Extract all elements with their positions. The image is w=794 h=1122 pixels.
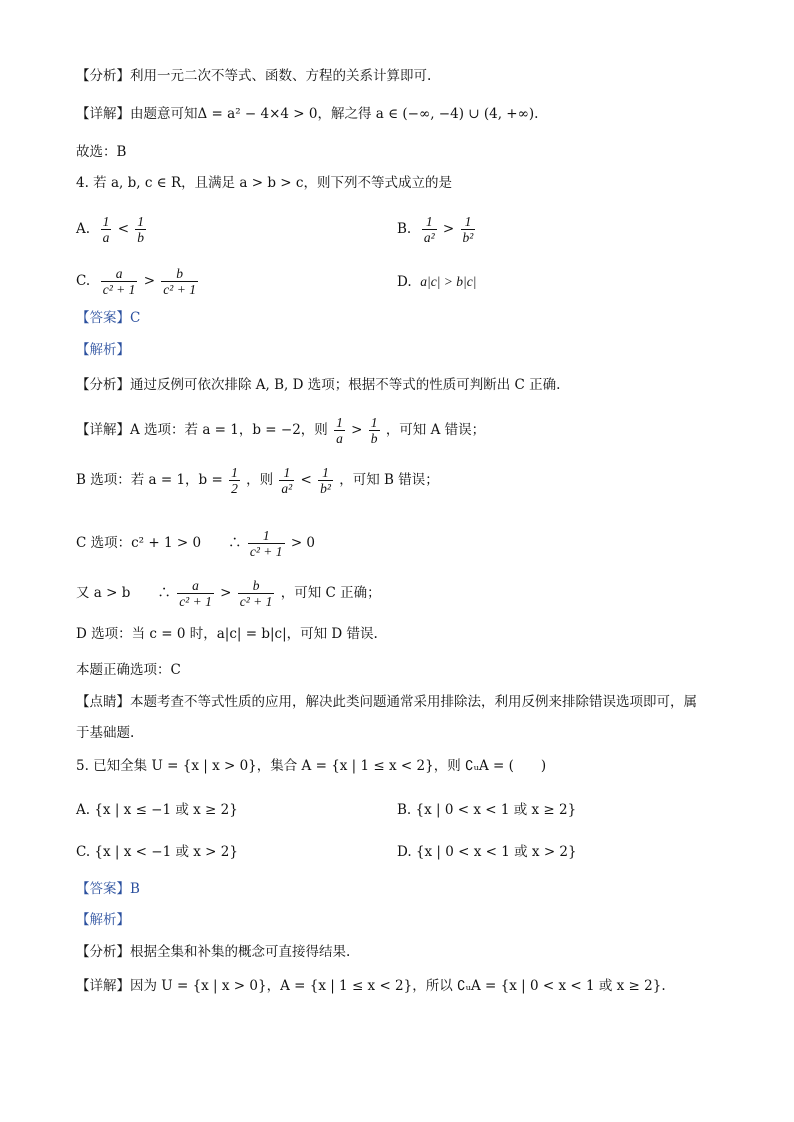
answer-tag-q5: 【答案】B [76, 881, 140, 897]
q5-option-d: D. {x | 0 < x < 1 或 x > 2} [397, 844, 577, 860]
q5-option-b: B. {x | 0 < x < 1 或 x ≥ 2} [397, 802, 577, 818]
fraction: $\frac{1}{\text{b²}}$ [462, 214, 474, 245]
q4-option-b: B. $\frac{1}{\text{a²}}$ > $\frac{1}{\text{b²}}$ [397, 214, 474, 245]
analysis-tag-q5: 【解析】 [76, 912, 130, 928]
fraction: $\frac{1}{b}$ [370, 415, 378, 446]
q4-option-d: D. a|c| > b|c| [397, 274, 477, 290]
q4-option-a: A. $\frac{1}{a}$ < $\frac{1}{b}$ [76, 214, 145, 245]
detail-line-c2: 又 a > b ∴ $\frac{a}{\text{c² + 1}}$ > $\frac{b}{\text{c² + 1}}$ ，可知 C 正确； [76, 578, 381, 609]
analysis-line-q4: 【分析】通过反例可依次排除 A, B, D 选项；根据不等式的性质可判断出 C 正确. [76, 377, 561, 393]
detail-line-a: 【详解】A 选项：若 a = 1，b = −2，则 $\frac{1}{a}$ > $\frac{1}{b}$ ，可知 A 错误； [76, 415, 486, 446]
fraction: $\frac{b}{\text{c² + 1}}$ [239, 578, 273, 609]
detail-line-q3: 【详解】由题意可知Δ = a² − 4×4 > 0，解之得 a ∈ (−∞, −4) ∪ (4, +∞). [76, 106, 539, 122]
q4-option-c: C. $\frac{a}{\text{c² + 1}}$ > $\frac{b}{\text{c² + 1}}$ [76, 266, 196, 297]
fraction: $\frac{1}{b}$ [137, 214, 145, 245]
fraction: $\frac{b}{\text{c² + 1}}$ [163, 266, 196, 297]
correct-option-line: 本题正确选项：C [76, 662, 181, 678]
q5-option-c: C. {x | x < −1 或 x > 2} [76, 844, 238, 860]
q5-option-a: A. {x | x ≤ −1 或 x ≥ 2} [76, 802, 238, 818]
analysis-tag-q4: 【解析】 [76, 342, 130, 358]
analysis-line-q5: 【分析】根据全集和补集的概念可直接得结果. [76, 944, 351, 960]
fraction: $\frac{1}{\text{a²}}$ [423, 214, 435, 245]
fraction: $\frac{1}{\text{c² + 1}}$ [249, 528, 283, 559]
fraction: $\frac{1}{\text{b²}}$ [320, 465, 331, 496]
fraction: $\frac{a}{\text{c² + 1}}$ [102, 266, 136, 297]
question-4-stem: 4. 若 a, b, c ∈ R，且满足 a > b > c，则下列不等式成立的是 [76, 175, 452, 191]
detail-line-b: B 选项：若 a = 1，b = $\frac{1}{2}$ ，则 $\frac{1}{\text{a²}}$ < $\frac{1}{\text{b²}}$ ，可知 B 错误； [76, 465, 439, 496]
detail-line-d: D 选项：当 c = 0 时，a|c| = b|c|，可知 D 错误. [76, 626, 378, 642]
analysis-line-q3: 【分析】利用一元二次不等式、函数、方程的关系计算即可. [76, 68, 432, 84]
fraction: $\frac{1}{a}$ [336, 415, 343, 446]
comment-line-1: 【点睛】本题考查不等式性质的应用，解决此类问题通常采用排除法，利用反例来排除错误选项即可，属 [76, 694, 697, 710]
answer-line-q3: 故选：B [76, 144, 127, 160]
comment-line-2: 于基础题. [76, 725, 135, 741]
fraction: $\frac{a}{\text{c² + 1}}$ [179, 578, 212, 609]
detail-line-c1: C 选项：c² + 1 > 0 ∴ $\frac{1}{\text{c² + 1}}$ > 0 [76, 528, 316, 559]
question-5-stem: 5. 已知全集 U = {x | x > 0}，集合 A = {x | 1 ≤ x < 2}，则 ∁ᵤA = ( ) [76, 758, 547, 774]
detail-line-q5: 【详解】因为 U = {x | x > 0}，A = {x | 1 ≤ x < 2}，所以 ∁ᵤA = {x | 0 < x < 1 或 x ≥ 2}. [76, 978, 666, 994]
fraction: $\frac{1}{2}$ [231, 465, 238, 496]
fraction: $\frac{1}{a}$ [102, 214, 110, 245]
fraction: $\frac{1}{\text{a²}}$ [281, 465, 293, 496]
answer-tag-q4: 【答案】C [76, 310, 141, 326]
